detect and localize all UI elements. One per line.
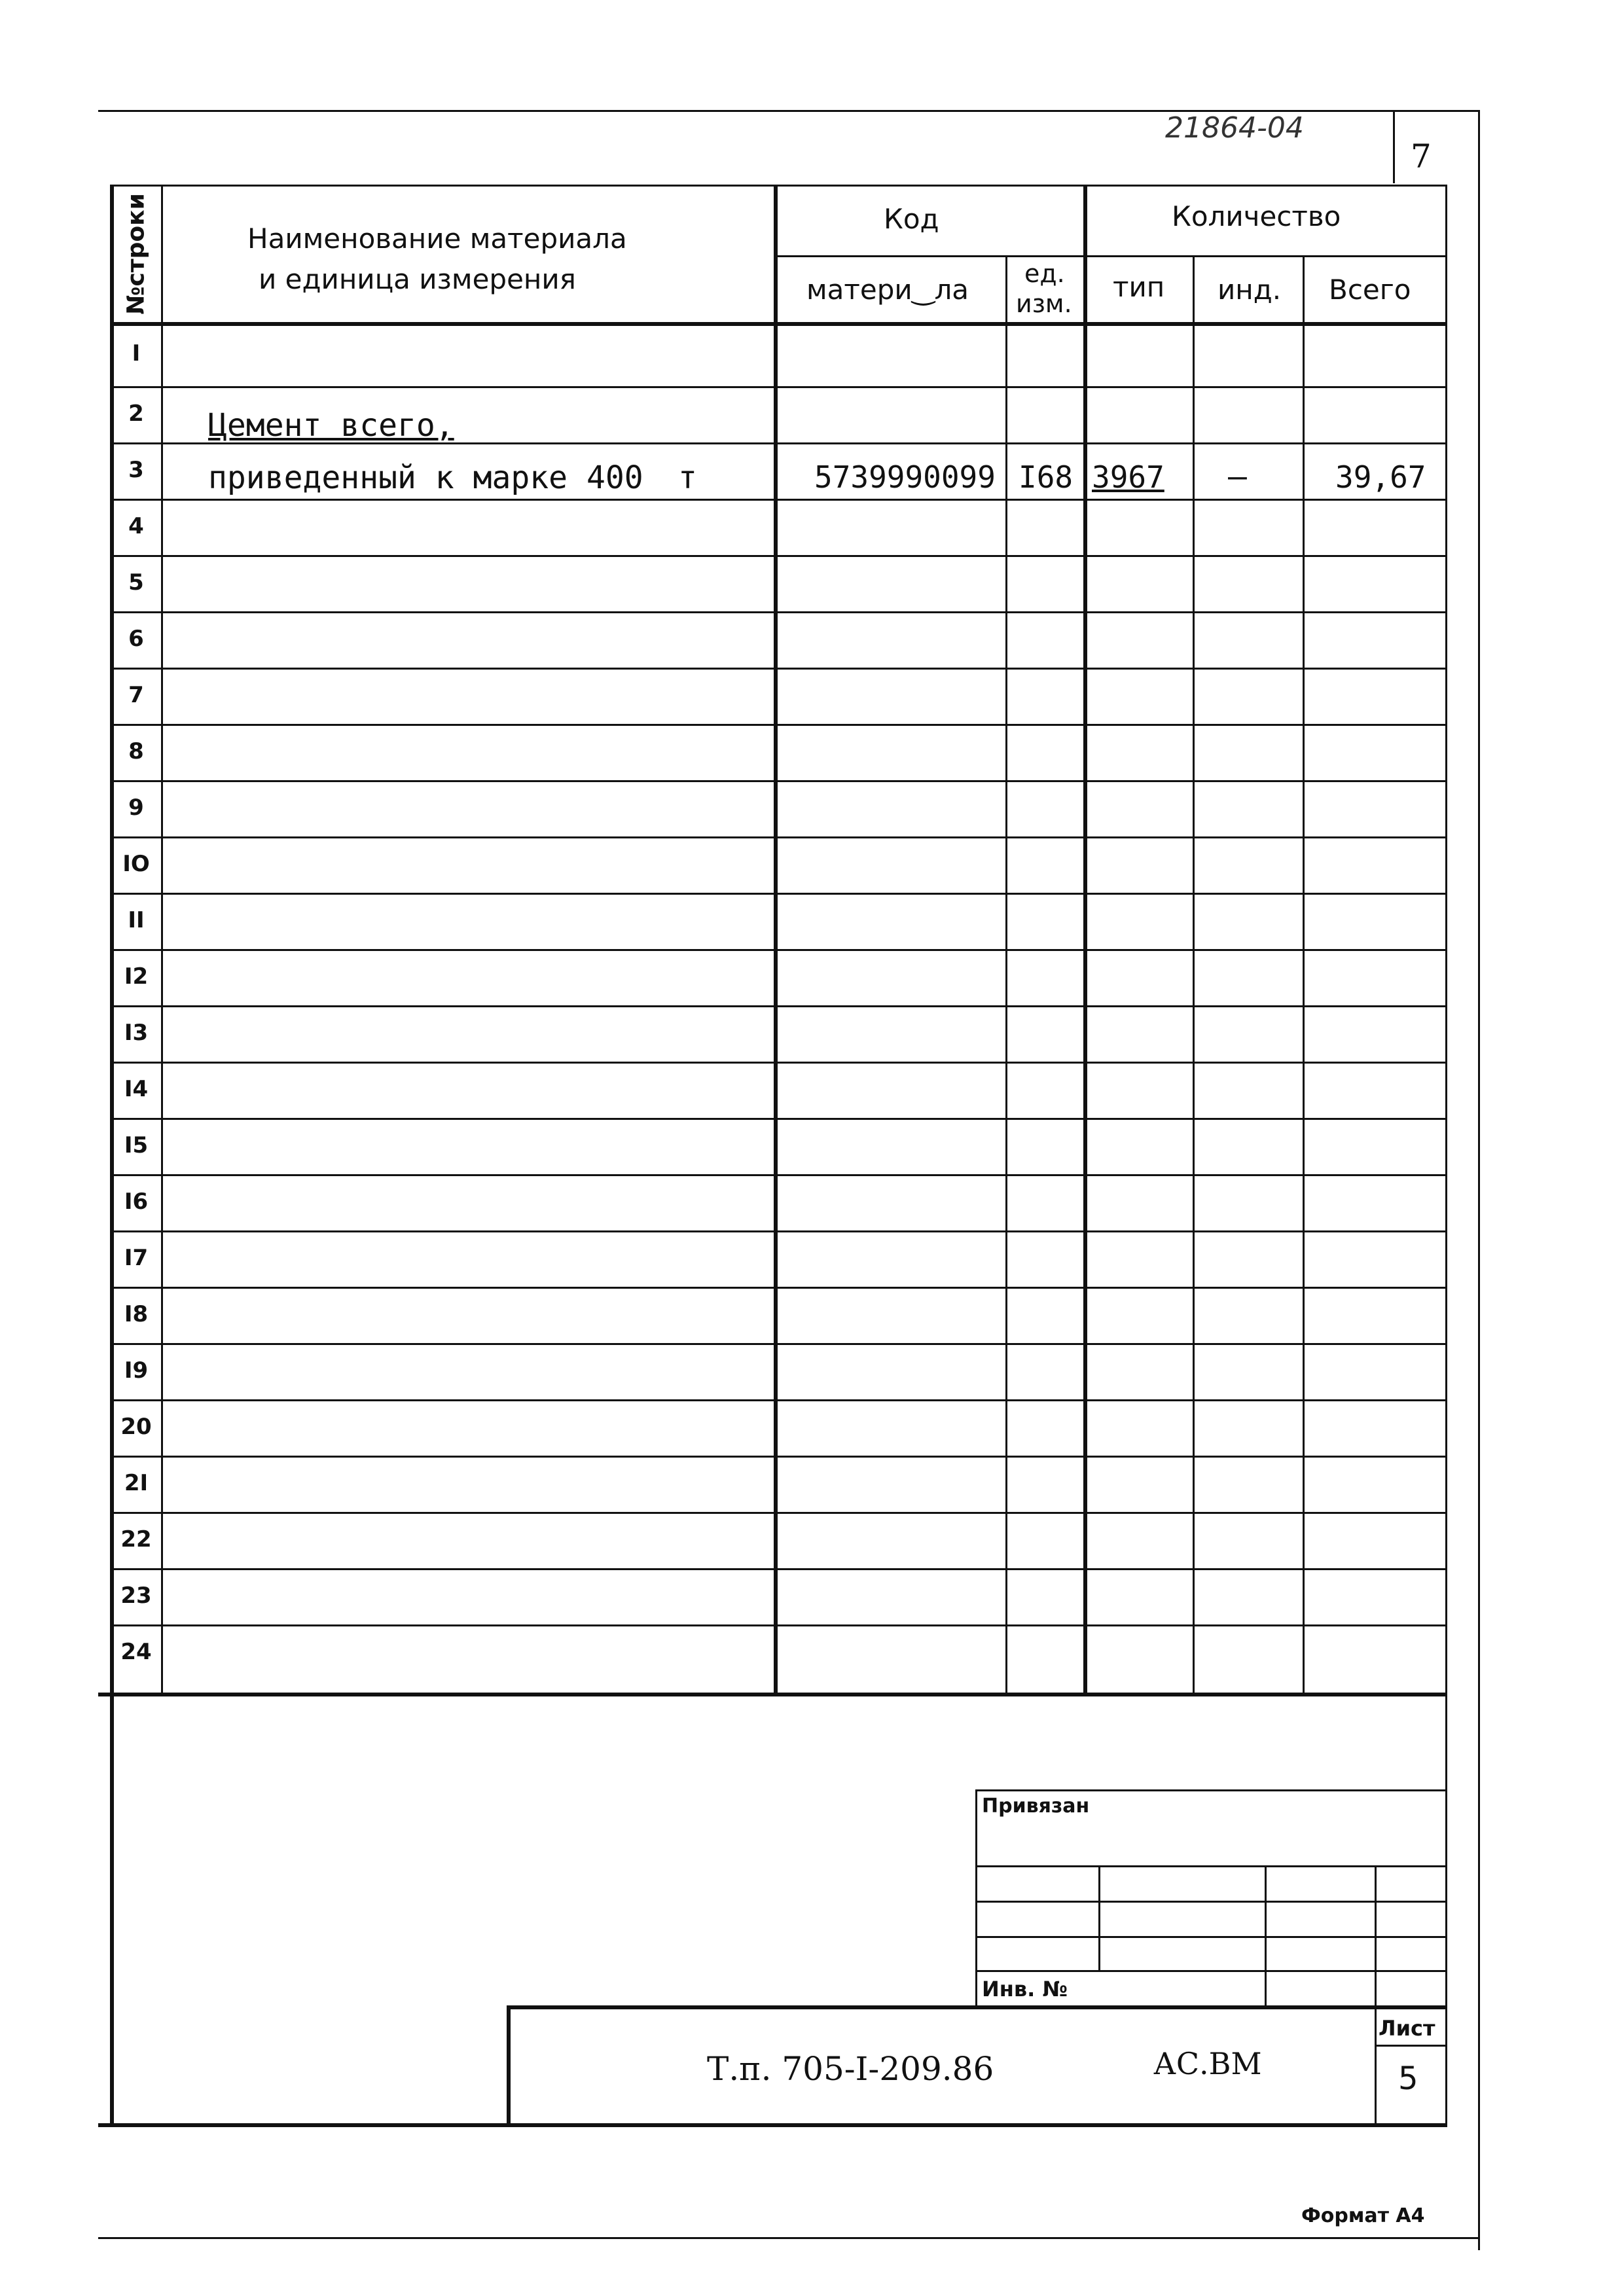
unit-col-right [1083, 185, 1087, 1695]
row-line [110, 724, 1447, 726]
total-header: Всего [1329, 274, 1411, 306]
header-top-line [110, 185, 1447, 187]
stamp-grid-col [1375, 1865, 1377, 2123]
footer-line [98, 2237, 1479, 2239]
row-number: 23 [120, 1583, 152, 1609]
row-number: 9 [128, 795, 144, 821]
row-number: 7 [128, 682, 144, 708]
ind-col-right [1303, 255, 1305, 1695]
stamp-grid-col [1098, 1865, 1100, 1970]
page-number: 7 [1411, 137, 1432, 175]
row-line [110, 499, 1447, 501]
entry-unit-letter: т [678, 459, 697, 496]
row-line [110, 836, 1447, 838]
document-code: Т.п. 705-I-209.86 [707, 2050, 994, 2088]
row-line [110, 893, 1447, 895]
table-bottom-line [98, 1693, 1447, 1696]
row-line [110, 1512, 1447, 1514]
entry-name-line1: Цемент всего, [208, 407, 454, 444]
row-number: I [132, 340, 141, 367]
row-line [110, 1456, 1447, 1458]
unit-header-line1: ед. [1024, 259, 1065, 288]
unit-code: I68 [1019, 459, 1074, 495]
sheet-label-line [1375, 2045, 1447, 2047]
row-line [110, 1568, 1447, 1570]
rownum-col-right [161, 185, 163, 1695]
name-header-line2: и единица измерения [259, 263, 576, 295]
title-box-left [507, 2005, 511, 2123]
row-line [110, 386, 1447, 388]
row-line [110, 1343, 1447, 1345]
row-number: I5 [124, 1132, 149, 1158]
type-quantity: 3967 [1092, 459, 1164, 495]
row-line [110, 555, 1447, 557]
row-line [110, 611, 1447, 613]
row-line [110, 1174, 1447, 1176]
row-line [110, 1005, 1447, 1007]
total-quantity: 39,67 [1335, 459, 1426, 495]
row-number: IO [122, 851, 150, 877]
sheet-label: Лист [1379, 2016, 1435, 2041]
row-number: 20 [120, 1414, 152, 1440]
row-number: 24 [120, 1639, 152, 1665]
unit-header-line2: изм. [1016, 289, 1072, 318]
row-line [110, 1287, 1447, 1289]
row-number: 5 [128, 569, 144, 596]
row-number: 3 [128, 457, 144, 483]
total-col-right [1445, 185, 1447, 2123]
row-number: I8 [124, 1301, 149, 1327]
row-number: I3 [124, 1020, 149, 1046]
row-line [110, 1230, 1447, 1232]
header-mid-line [774, 255, 1447, 257]
stamp-top-line [975, 1789, 1447, 1791]
document-mark: АС.ВМ [1153, 2046, 1262, 2081]
row-number: 6 [128, 626, 144, 652]
name-col-right [774, 185, 778, 1695]
row-line [110, 1624, 1447, 1626]
row-line [110, 780, 1447, 782]
row-number: 2I [124, 1470, 149, 1496]
row-number: I4 [124, 1076, 149, 1102]
type-col-right [1193, 255, 1195, 1695]
archive-number: 21864-04 [1165, 111, 1304, 145]
row-number: I7 [124, 1245, 149, 1271]
linked-label: Привязан [982, 1795, 1090, 1818]
row-number: I6 [124, 1189, 149, 1215]
material-col-right [1005, 255, 1007, 1695]
material-code: 5739990099 [814, 459, 996, 495]
row-number: II [128, 907, 145, 933]
inventory-number-label: Инв. № [982, 1977, 1068, 2001]
ind-quantity: – [1228, 458, 1247, 495]
sheet-number: 5 [1398, 2060, 1418, 2097]
row-line [110, 1062, 1447, 1064]
row-number: I9 [124, 1357, 149, 1384]
stamp-grid-col [1265, 1865, 1267, 2005]
row-line [110, 1399, 1447, 1401]
code-header: Код [884, 203, 939, 235]
title-box-top [507, 2005, 1447, 2009]
row-line [110, 1118, 1447, 1120]
stamp-left-line [975, 1789, 977, 2005]
header-bottom-line [110, 322, 1447, 326]
page-number-box-right [1478, 110, 1480, 2250]
entry-name-line2: приведенный к марке 400 [208, 459, 643, 496]
row-number: 4 [128, 513, 144, 539]
row-number-header: №строки [122, 193, 150, 315]
row-number: I2 [124, 963, 149, 990]
page-bottom-frame [98, 2123, 1447, 2127]
page-number-box-left [1393, 110, 1395, 183]
row-line [110, 949, 1447, 951]
name-header-line1: Наименование материала [247, 223, 627, 255]
material-code-header: матери‿ла [806, 274, 969, 306]
row-number: 8 [128, 738, 144, 764]
type-header: тип [1113, 271, 1165, 303]
row-number: 22 [120, 1526, 152, 1552]
ind-header: инд. [1218, 274, 1282, 306]
row-line [110, 668, 1447, 670]
format-label: Формат А4 [1301, 2204, 1425, 2227]
quantity-header: Количество [1172, 200, 1341, 232]
row-number: 2 [128, 401, 144, 427]
